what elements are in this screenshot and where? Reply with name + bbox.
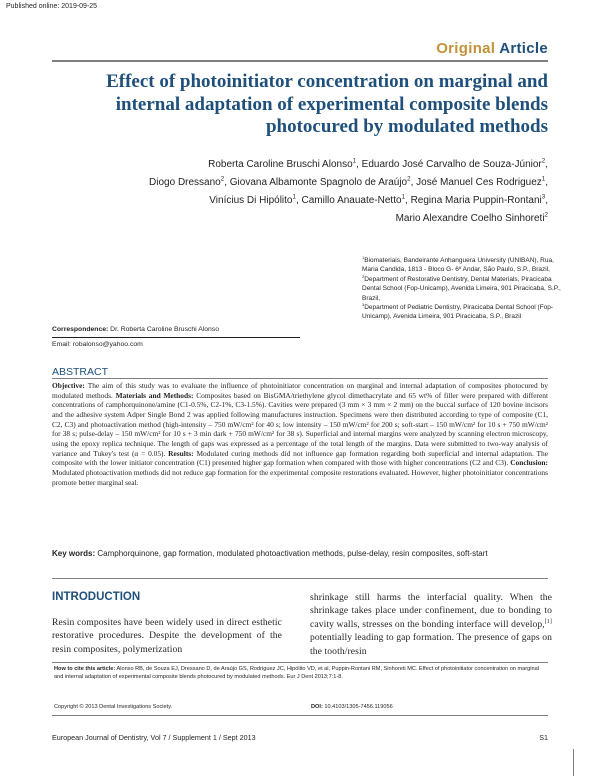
page-number: S1 (539, 733, 548, 742)
introduction-heading: INTRODUCTION (52, 591, 141, 603)
introduction-left-column: Resin composites have been widely used in direct esthetic restorative procedures. Despite the development of the resin composites, polymerization (52, 617, 282, 655)
abstract-divider (52, 378, 548, 379)
published-date: Published online: 2019-09-25 (6, 3, 98, 10)
author: Giovana Albamonte Spagnolo de Araújo$^2$, (229, 175, 417, 188)
correspondence-block (52, 323, 302, 351)
affiliation-item: $^2$Department of Restorative Dentistry, Dental Materials, Piracicaba Dental School (Fop-Unicamp), Avenida Limeira, 901 Piracicaba, S.P., Brazil, (362, 273, 561, 302)
author-list (58, 156, 548, 228)
keywords: Key words: Camphorquinone, gap formation, modulated photoactivation methods, pulse-delay, resin composites, soft-start (52, 549, 488, 558)
author: Vinícius Di Hipólito$^1$, (209, 193, 302, 206)
reference-link[interactable]: [1] (544, 618, 552, 625)
correspondence-name: Dr. Roberta Caroline Bruschi Alonso (110, 326, 219, 333)
author: Mario Alexandre Coelho Sinhoreti$^2$ (395, 211, 548, 224)
copyright: Copyright © 2013 Dental Investigations Society. (54, 704, 173, 710)
abstract-heading: ABSTRACT (52, 366, 109, 378)
keywords-label: Key words: (52, 549, 96, 558)
email-label: Email: (52, 340, 71, 348)
results-label: Results: (168, 448, 194, 458)
doi: DOI: 10.4103/1305-7456.119056 (311, 704, 393, 710)
footer-rule (573, 749, 574, 776)
keywords-divider (52, 578, 548, 579)
article-type-label (436, 40, 548, 57)
citation-box (52, 662, 548, 716)
citation-label: How to cite this article: (54, 666, 116, 672)
header-divider (52, 60, 548, 62)
affiliation-item: $^3$Department of Pediatric Dentistry, Piracicaba Dental School (Fop-Unicamp), Avenida Limeira, 901 Piracicaba, S.P., Brazil (362, 301, 554, 321)
abstract-body: Objective: The aim of this study was to evaluate the influence of photoinitiator concentration on marginal and internal adaptation of composites photocured by modulated methods. Materials and Methods: Composites based on BisGMA/triethylene glycol dimethacrylate and 65 wt% of filler were prepared with different concentrations of camphorquinone/amine (C1-0.5%, C2-1%, C3-1.5%). Cavities were prepared (3 mm × 3 mm × 2 mm) on the buccal surface of 120 bovine incisors and the adhesive system Adper Single Bond 2 was applied following manufactures instruction. Specimens were then distributed according to type of composite (C1, C2, C3) and photoactivation method (high-intensity – 750 mW/cm² for 40 s; low intensity – 150 mW/cm² for 200 s; soft-start – 150 mW/cm² for 10 s + 750 mW/cm² for 38 s; pulse-delay – 150 mW/cm² for 10 s + 3 min dark + 750 mW/cm² for 38 s). Superficial and internal margins were analyzed by scanning electron microscopy, using the epoxy replica technique. The length of gaps was expressed as a percentage of the total length of the margins. Data were submitted to two-way analysis of variance and Tukey's test (α = 0.05). Results: Modulated curing methods did not influence gap formation regarding both superficial and internal adaptation. The composite with the lower initiator concentration (C1) presented higher gap formation when compared with those with higher concentrations (C2 and C3). Conclusion: Modulated photoactivation methods did not reduce gap formation for the experimental composite restorations evaluated. However, higher photoinitiator concentrations promote better marginal seal. (52, 381, 549, 487)
affiliations (362, 256, 562, 322)
journal-footer: European Journal of Dentistry, Vol 7 / Supplement 1 / Sept 2013 (52, 733, 256, 742)
citation-text: How to cite this article: Alonso RB, de Souza EJ, Dressano D, de Araújo GS, Rodriguez JC, Hipólito VD, et al, Puppin-Rontani RM, Sinhoreti MC. Effect of photoinitiator concentration on marginal and internal adaptation of experimental composite blends photocured by modulated methods. Eur J Dent 2013;7:1-8. (54, 666, 539, 680)
author: Roberta Caroline Bruschi Alonso$^1$, (208, 157, 362, 170)
author: Camillo Anauate-Netto$^1$, (301, 193, 411, 206)
author: José Manuel Ces Rodriguez$^1$, (416, 175, 548, 188)
introduction-right-column: shrinkage still harms the interfacial quality. When the shrinkage takes place under confinement, due to bonding to cavity walls, stresses on the bonding interface will develop,[1] potentially leading to gap formation. The presence of gaps on the tooth/resin (310, 592, 552, 657)
affiliation-item: $^1$Biomateriais, Bandeirante Anhanguera University (UNIBAN), Rua, Maria Candida, 1813 - Bloco G- 6º Andar, São Paulo, S.P., Brazil, (362, 254, 554, 274)
author: Diogo Dressano$^2$, (149, 175, 230, 188)
objective-label: Objective: (52, 381, 85, 390)
methods-label: Materials and Methods: (115, 390, 194, 400)
article-type-word1: Original (436, 40, 496, 57)
conclusion-label: Conclusion: (510, 458, 548, 468)
doi-link[interactable]: 10.4103/1305-7456.119056 (324, 704, 393, 710)
email-link[interactable]: robalonso@yahoo.com (72, 340, 143, 348)
author: Eduardo José Carvalho de Souza-Júnior$^2$, (361, 157, 548, 170)
article-type-word2: Article (499, 40, 548, 57)
article-title: Effect of photoinitiator concentration on marginal and internal adaptation of experimental composite blends photocured by modulated methods (106, 71, 548, 137)
author: Regina Maria Puppin-Rontani$^3$, (410, 193, 548, 206)
correspondence-label: Correspondence: (52, 326, 109, 333)
